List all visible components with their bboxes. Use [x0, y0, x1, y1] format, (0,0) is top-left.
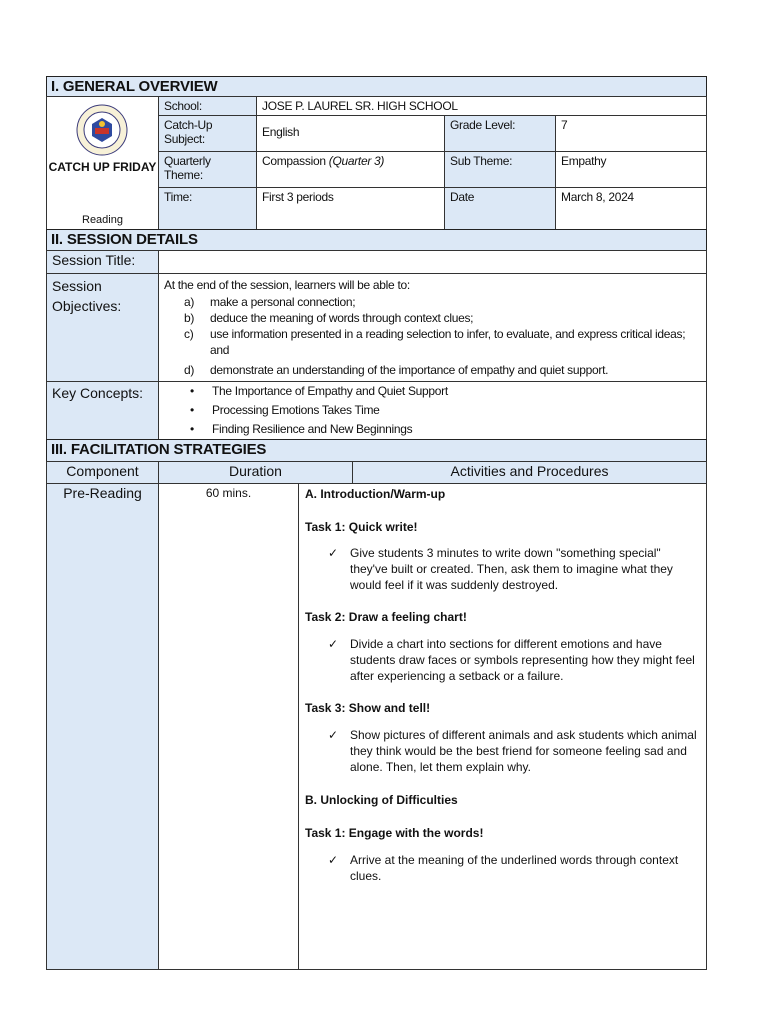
- objective-letter: d): [184, 363, 195, 377]
- task2-title: Task 2: Draw a feeling chart!: [305, 610, 467, 624]
- theme-text: Compassion: [262, 154, 326, 168]
- task1-text: Give students 3 minutes to write down "something special" they've built or created. Then, ask them to imagine what they would feel if it was suddenly destroyed.: [350, 546, 673, 592]
- objective-text: use information presented in a reading selection to infer, to evaluate, and express critical ideas; and: [210, 327, 686, 357]
- objective-text: deduce the meaning of words through context clues;: [210, 311, 474, 325]
- date-value: March 8, 2024: [555, 187, 707, 230]
- key-concepts-cell: [158, 381, 707, 440]
- task1-item: [305, 545, 700, 593]
- subtheme-label: Sub Theme:: [444, 151, 556, 188]
- session-objectives-label: Session Objectives:: [46, 273, 159, 382]
- objective-item: [184, 326, 701, 358]
- section-b-heading: B. Unlocking of Difficulties: [305, 793, 458, 807]
- component-cell: Pre-Reading: [46, 483, 159, 970]
- subject-label: Catch-Up Subject:: [158, 115, 257, 152]
- theme-label: Quarterly Theme:: [158, 151, 257, 188]
- objective-text: demonstrate an understanding of the importance of empathy and quiet support.: [210, 363, 609, 377]
- task1-title: Task 1: Quick write!: [305, 520, 418, 534]
- catch-up-friday-title: CATCH UP FRIDAY: [48, 160, 157, 174]
- session-title-value: [158, 250, 707, 274]
- activities-column-header: Activities and Procedures: [352, 461, 707, 484]
- component-column-header: Component: [46, 461, 159, 484]
- duration-cell: 60 mins.: [158, 483, 299, 970]
- objective-letter: a): [184, 295, 195, 309]
- theme-value: [256, 151, 445, 188]
- objective-item: [184, 310, 701, 326]
- objective-letter: c): [184, 327, 194, 341]
- time-label: Time:: [158, 187, 257, 230]
- task3-item: [305, 727, 700, 775]
- objectives-list: [164, 294, 701, 378]
- session-objectives-cell: [158, 273, 707, 382]
- session-title-label: Session Title:: [46, 250, 159, 274]
- objective-letter: b): [184, 311, 195, 325]
- time-value: First 3 periods: [256, 187, 445, 230]
- objectives-intro: At the end of the session, learners will be able to:: [164, 278, 410, 292]
- subtheme-value: Empathy: [555, 151, 707, 188]
- check-icon: ✓: [328, 637, 339, 651]
- task4-title: Task 1: Engage with the words!: [305, 826, 484, 840]
- check-icon: ✓: [328, 728, 339, 742]
- check-icon: ✓: [328, 546, 339, 560]
- school-label: School:: [158, 96, 257, 116]
- duration-column-header: Duration: [158, 461, 353, 484]
- school-value: JOSE P. LAUREL SR. HIGH SCHOOL: [256, 96, 707, 116]
- section-a-heading: A. Introduction/Warm-up: [305, 487, 446, 501]
- key-concept-item: • Finding Resilience and New Beginnings: [212, 420, 701, 439]
- grade-label: Grade Level:: [444, 115, 556, 152]
- session-details-header: II. SESSION DETAILS: [46, 229, 707, 251]
- task2-item: [305, 636, 700, 684]
- subject-value: English: [256, 115, 445, 152]
- key-concepts-label: Key Concepts:: [46, 381, 159, 440]
- task4-item: [305, 852, 700, 884]
- key-concept-item: • The Importance of Empathy and Quiet Support: [212, 382, 701, 401]
- task3-text: Show pictures of different animals and ask students which animal they think would be the best friend for someone feeling sad and alone. Then, let them explain why.: [350, 728, 697, 774]
- task4-text: Arrive at the meaning of the underlined words through context clues.: [350, 853, 679, 883]
- deped-seal-icon: [76, 104, 128, 156]
- key-concept-item: • Processing Emotions Takes Time: [212, 401, 701, 420]
- objective-text: make a personal connection;: [210, 295, 356, 309]
- check-icon: ✓: [328, 853, 339, 867]
- objective-item: [184, 362, 701, 378]
- task3-title: Task 3: Show and tell!: [305, 701, 431, 715]
- date-label: Date: [444, 187, 556, 230]
- facilitation-header: III. FACILITATION STRATEGIES: [46, 439, 707, 462]
- key-concepts-list: [164, 382, 701, 439]
- task2-text: Divide a chart into sections for different emotions and have students draw faces or symbols representing how they might feel after experiencing a setback or a failure.: [350, 637, 695, 683]
- theme-quarter: (Quarter 3): [328, 154, 385, 168]
- subject-area-label: Reading: [82, 214, 123, 226]
- general-overview-header: I. GENERAL OVERVIEW: [46, 76, 707, 97]
- activities-cell: [298, 483, 707, 970]
- objective-item: [184, 294, 701, 310]
- grade-value: 7: [555, 115, 707, 152]
